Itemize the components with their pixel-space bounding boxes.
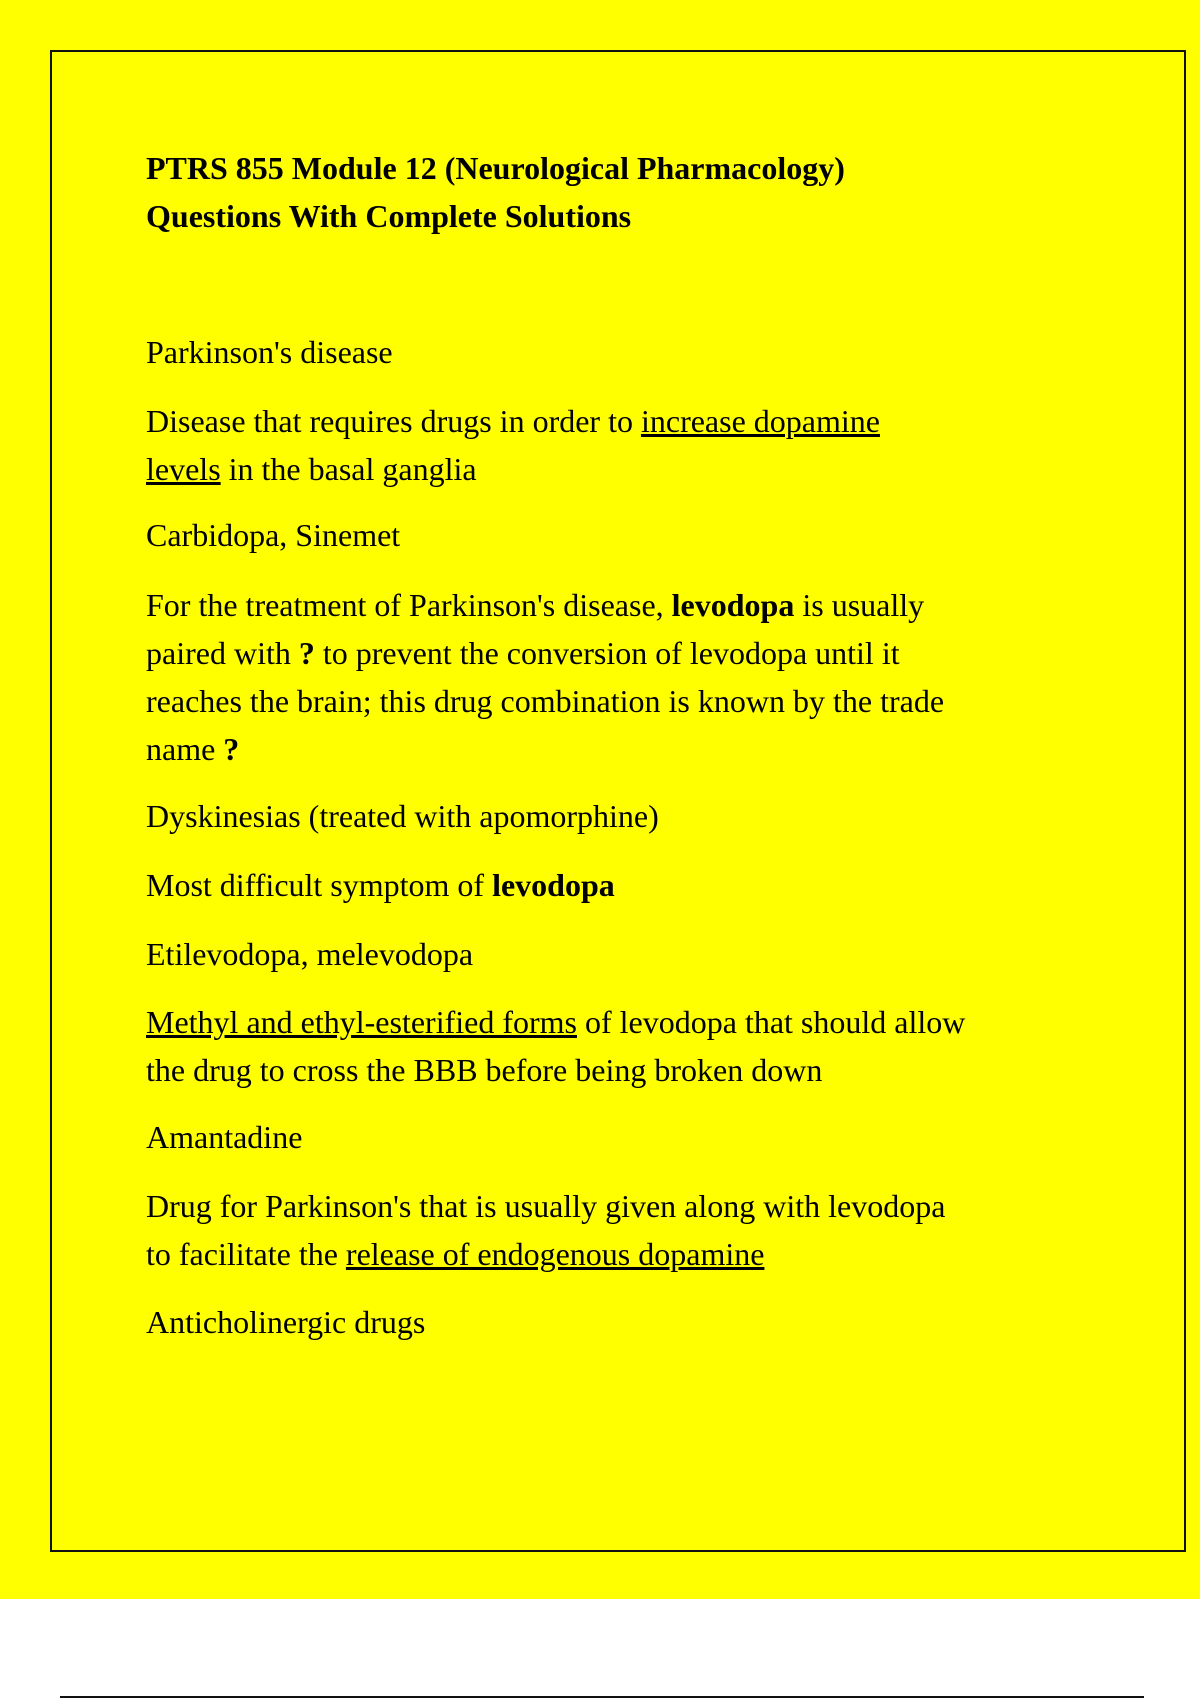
term-carbidopa [146,511,400,559]
def-underlined: release of endogenous dopamine [345,1236,765,1272]
term-text: Dyskinesias (treated with apomorphine) [146,798,659,834]
def-underlined: Methyl and ethyl-esterified forms [146,1004,577,1040]
term-amantadine [146,1113,302,1161]
title-line-1: PTRS 855 Module 12 (Neurological Pharmacology) [146,150,845,186]
def-text: the drug to cross the BBB before being broken down [146,1052,823,1088]
def-text: to facilitate the [146,1236,346,1272]
footer-divider [60,1696,1144,1698]
definition-carbidopa [146,581,944,773]
def-text: to prevent the conversion of levodopa until it [314,635,900,671]
term-dyskinesias [146,792,659,840]
term-etilevodopa [146,930,473,978]
term-anticholinergic [146,1298,425,1346]
term-text: Carbidopa, Sinemet [146,517,401,553]
term-text: Parkinson's disease [146,334,393,370]
document-title [146,144,845,240]
def-text: paired with [146,635,299,671]
def-text: reaches the brain; this drug combination is known by the trade [146,683,945,719]
def-text: in the basal ganglia [220,451,477,487]
term-text: Anticholinergic drugs [146,1304,426,1340]
term-parkinsons [146,328,393,376]
def-text: Disease that requires drugs in order to [146,403,641,439]
def-bold: levodopa [492,867,615,903]
def-bold: ? [223,731,240,767]
def-underlined: levels [146,451,221,487]
term-text: Etilevodopa, melevodopa [146,936,474,972]
definition-etilevodopa [146,998,965,1094]
definition-parkinsons [146,397,880,493]
def-underlined: increase dopamine [640,403,880,439]
def-bold: ? [298,635,315,671]
def-text: For the treatment of Parkinson's disease, [146,587,672,623]
title-line-2: Questions With Complete Solutions [146,198,632,234]
term-text: Amantadine [146,1119,303,1155]
def-text: Most difficult symptom of [146,867,493,903]
definition-amantadine [146,1182,945,1278]
def-text: name [146,731,224,767]
def-text: is usually [794,587,925,623]
def-bold: levodopa [671,587,795,623]
def-text: Drug for Parkinson's that is usually given along with levodopa [146,1188,946,1224]
definition-dyskinesias [146,861,615,909]
def-text: of levodopa that should allow [576,1004,966,1040]
